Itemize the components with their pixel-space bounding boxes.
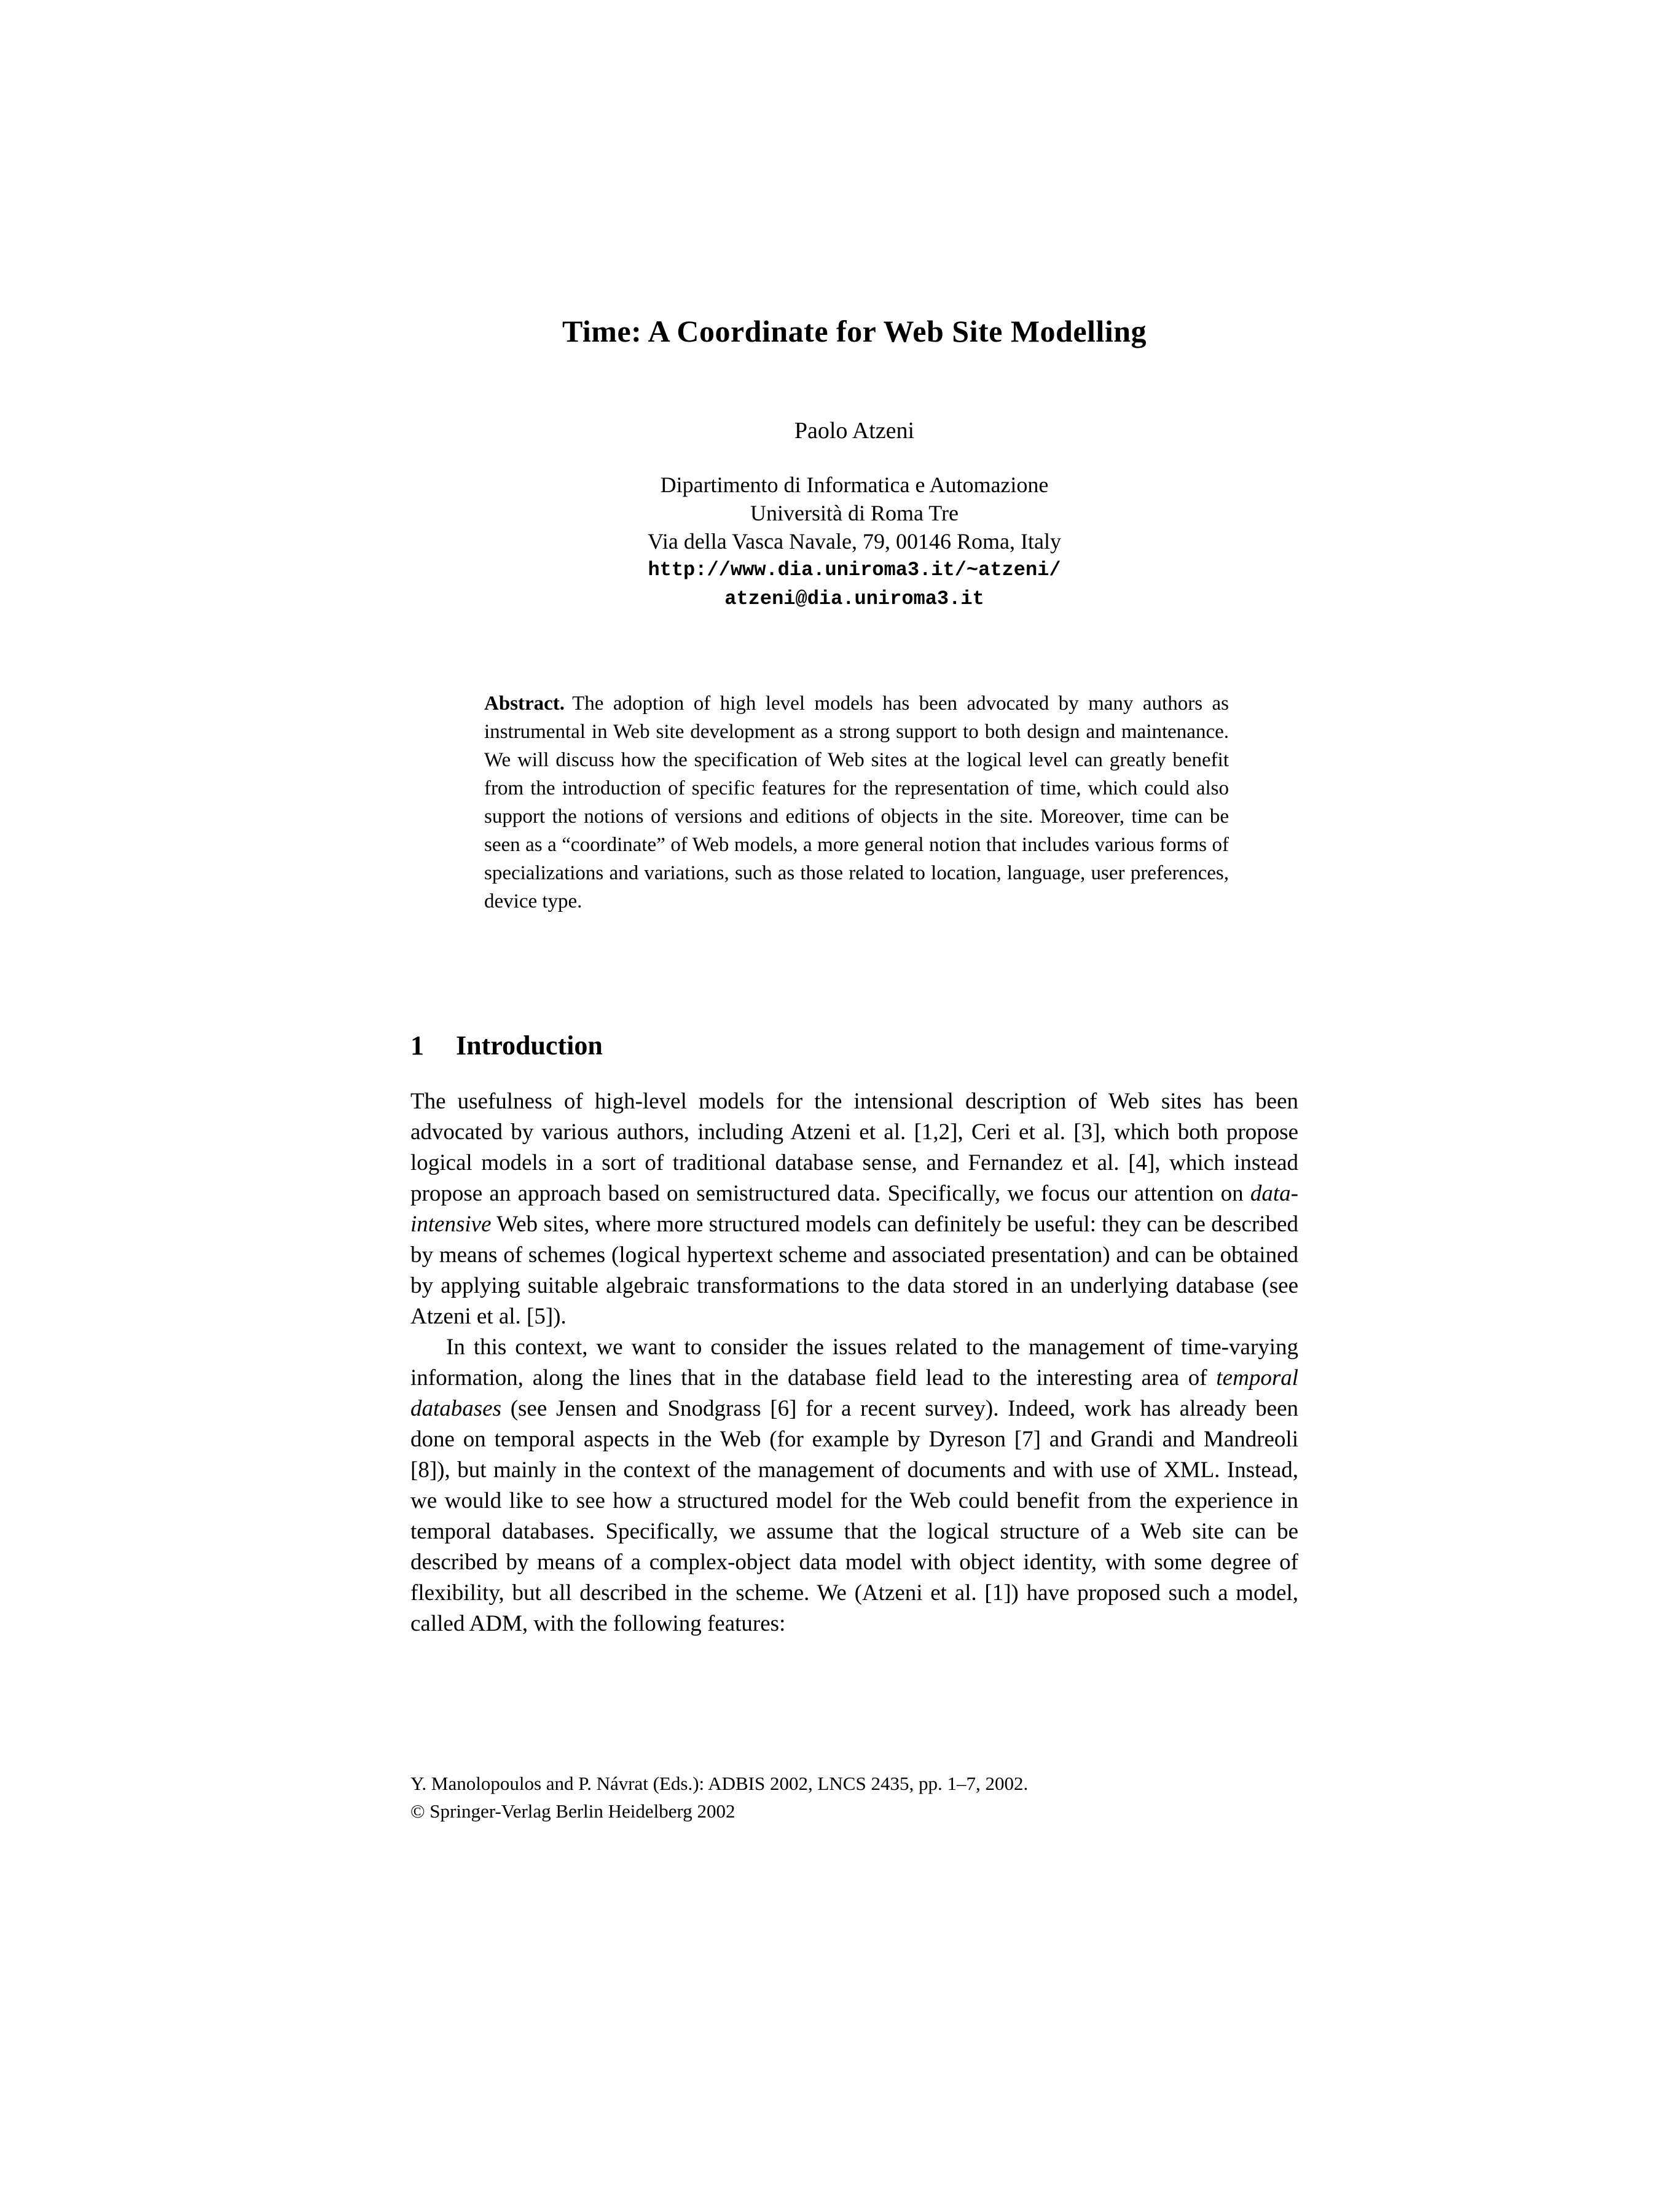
section-title: Introduction — [456, 1030, 603, 1061]
section-heading — [410, 1030, 1298, 1062]
footer-copyright: © Springer-Verlag Berlin Heidelberg 2002 — [410, 1800, 735, 1822]
abstract-block — [484, 689, 1229, 916]
paragraph-text: Web sites, where more structured models can definitely be useful: they can be described by means of schemes (logical hypertext scheme and associated presentation) and can be obtained by applying suitable algebraic transformations to the data stored in an underlying database (see Atzeni et al. [5]). — [410, 1212, 1298, 1329]
affiliation-address: Via della Vasca Navale, 79, 00146 Roma, Italy — [648, 529, 1061, 554]
text-column — [410, 0, 1298, 2212]
affiliation-url: http://www.dia.uniroma3.it/~atzeni/ — [648, 559, 1061, 581]
introduction-body — [410, 1086, 1298, 1639]
page-title: Time: A Coordinate for Web Site Modelling — [562, 314, 1147, 348]
abstract-label: Abstract. — [484, 692, 565, 715]
affiliation-university: Università di Roma Tre — [750, 501, 959, 525]
italic-phrase: data-intensive — [410, 1181, 1298, 1237]
footer-citation: Y. Manolopoulos and P. Návrat (Eds.): ADBIS 2002, LNCS 2435, pp. 1–7, 2002. — [410, 1773, 1029, 1794]
paragraph-text: The usefulness of high-level models for the intensional description of Web sites has been advocated by various authors, including Atzeni et al. [1,2], Ceri et al. [3], which both propose logical models in a sort of traditional database sense, and Fernandez et al. [4], which instead propose an approach based on semistructured data. Specifically, we focus our attention on — [410, 1089, 1298, 1206]
footer-block — [410, 1770, 1298, 1825]
abstract-text: The adoption of high level models has been advocated by many authors as instrumental in Web site development as a strong support to both design and maintenance. We will discuss how the specification of Web sites at the logical level can greatly benefit from the introduction of specific features for the representation of time, which could also support the notions of versions and editions of objects in the site. Moreover, time can be seen as a “coordinate” of Web models, a more general notion that includes various forms of specializations and variations, such as those related to location, language, user preferences, device type. — [484, 692, 1229, 912]
intro-paragraph-1 — [410, 1086, 1298, 1332]
intro-paragraph-2 — [410, 1332, 1298, 1639]
paragraph-text: In this context, we want to consider the issues related to the management of time-varying information, along the lines that in the database field lead to the interesting area of — [410, 1335, 1298, 1390]
paragraph-text: (see Jensen and Snodgrass [6] for a recent survey). Indeed, work has already been done on temporal aspects in the Web (for example by Dyreson [7] and Grandi and Mandreoli [8]), but mainly in the context of the management of documents and with use of XML. Instead, we would like to see how a structured model for the Web could benefit from the experience in temporal databases. Specifically, we assume that the logical structure of a Web site can be described by means of a complex-object data model with object identity, with some degree of flexibility, but all described in the scheme. We (Atzeni et al. [1]) have proposed such a model, called ADM, with the following features: — [410, 1396, 1298, 1636]
affiliation-department: Dipartimento di Informatica e Automazione — [660, 473, 1049, 497]
italic-phrase: temporal databases — [410, 1365, 1298, 1421]
affiliation-block — [410, 471, 1298, 613]
section-number: 1 — [410, 1030, 424, 1061]
author-name: Paolo Atzeni — [794, 418, 915, 444]
affiliation-email: atzeni@dia.uniroma3.it — [724, 587, 984, 610]
